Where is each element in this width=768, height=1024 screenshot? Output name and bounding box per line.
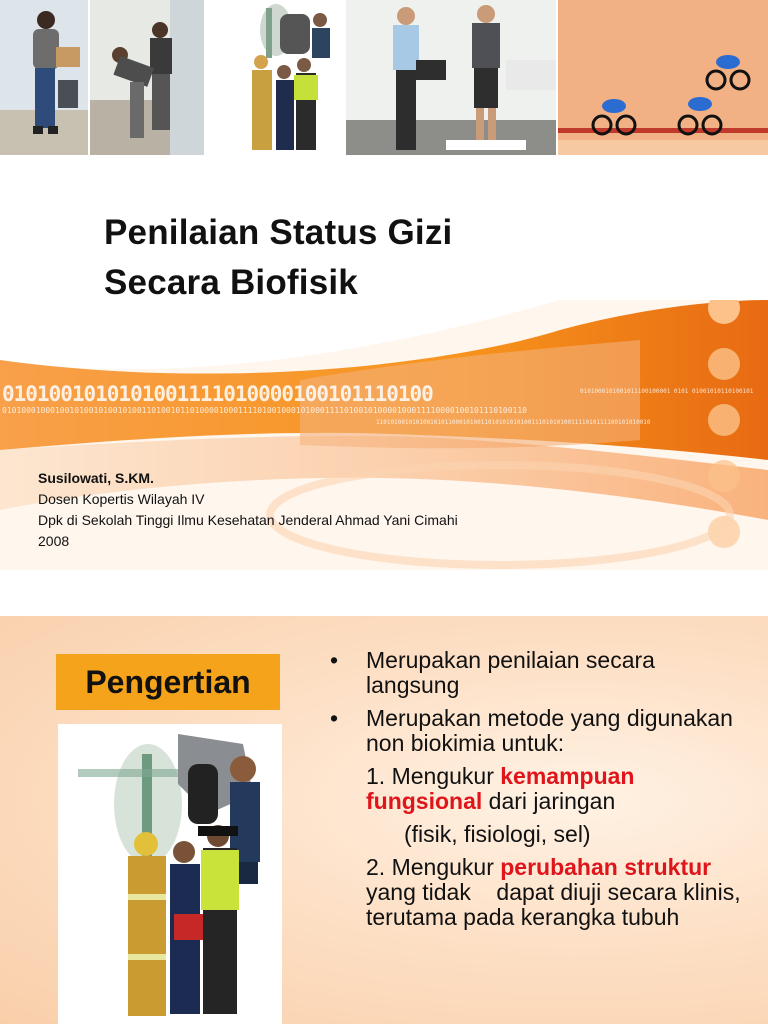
photo-professions <box>206 0 344 155</box>
heading-box <box>56 654 280 710</box>
author-role: Dosen Kopertis Wilayah IV <box>38 491 205 507</box>
bullet-item <box>330 648 750 698</box>
photo-lifting-box <box>0 0 88 155</box>
photo-cyclists <box>558 0 768 155</box>
bullet-dot: • <box>330 647 339 673</box>
item-number: 1. <box>366 763 386 789</box>
photo-lab-test <box>346 0 556 155</box>
author-block <box>38 468 458 552</box>
bullet-text: Merupakan metode yang digunakan non biokimia untuk: <box>366 705 733 756</box>
binary-small: 0101000100010010100101001010011010010110100001000111101001000101000111101001010000100011110000100101110100110 <box>2 406 527 415</box>
bullet-text: Merupakan penilaian secara langsung <box>366 647 655 698</box>
item-post: dari jaringan <box>482 788 616 814</box>
item-pre: Mengukur <box>391 854 501 880</box>
item-highlight: perubahan struktur <box>500 854 712 880</box>
bullet-item <box>330 706 750 756</box>
photo-bending-workers <box>90 0 204 155</box>
bullet-list <box>330 648 750 930</box>
bullet-dot: • <box>330 705 339 731</box>
author-year: 2008 <box>38 533 70 549</box>
author-affiliation: Dpk di Sekolah Tinggi Ilmu Kesehatan Jenderal Ahmad Yani Cimahi <box>38 512 458 528</box>
item-pre: Mengukur <box>391 763 501 789</box>
photo-strip <box>0 0 768 158</box>
author-name: Susilowati, S.KM. <box>38 470 154 486</box>
item-note: (fisik, fisiologi, sel) <box>404 821 591 847</box>
numbered-item-1 <box>330 764 750 814</box>
binary-pattern <box>0 382 768 432</box>
slide-title <box>104 208 452 308</box>
item-highlight: kemampuan fungsional <box>366 763 635 814</box>
professions-illustration <box>58 724 282 1024</box>
title-line-1: Penilaian Status Gizi <box>104 213 453 252</box>
item-number: 2. <box>366 854 386 880</box>
item-post: yang tidak dapat diuji secara klinis, terutama pada kerangka tubuh <box>366 854 747 930</box>
definition-slide <box>0 616 768 1024</box>
binary-tiny-right: 0101000101001011100100001 0101 01001010110100101 <box>580 388 754 395</box>
numbered-item-2 <box>330 855 750 930</box>
slide-heading: Pengertian <box>85 664 251 700</box>
binary-large: 0101001010101001111010000100101110100 <box>2 382 433 406</box>
title-line-2: Secara Biofisik <box>104 263 358 302</box>
binary-tiny-mid: 1101010010101001010110001010011010101010100111010101001111010111100101010010 <box>376 419 651 426</box>
